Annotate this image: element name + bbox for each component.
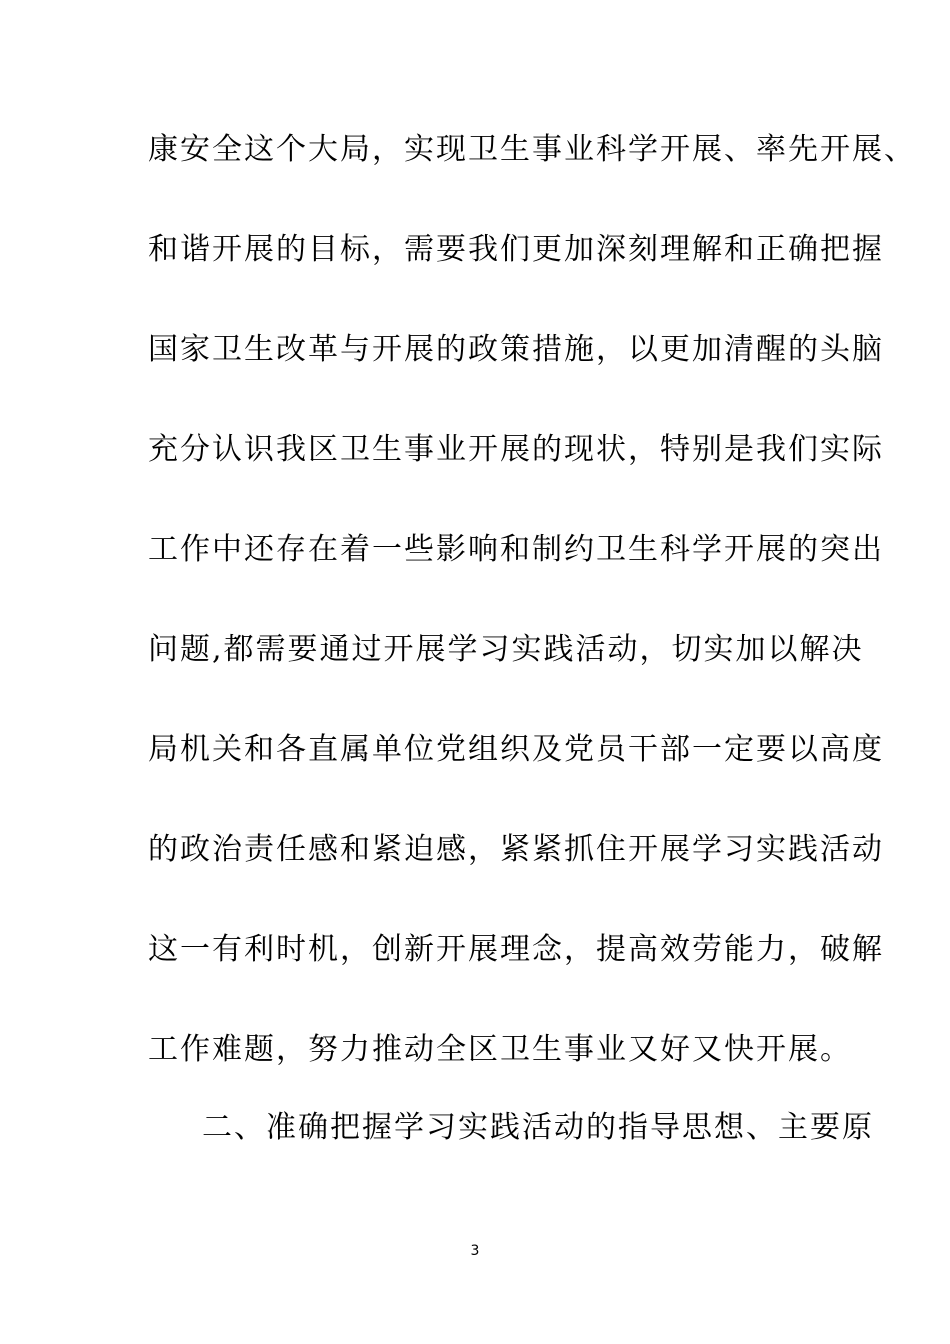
body-line-5: 工作中还存在着一些影响和制约卫生科学开展的突出 [148, 532, 884, 567]
body-line-4: 充分认识我区卫生事业开展的现状，特别是我们实际 [148, 432, 884, 467]
body-line-7: 局机关和各直属单位党组织及党员干部一定要以高度 [148, 732, 884, 767]
body-line-10: 工作难题，努力推动全区卫生事业又好又快开展。 [148, 1032, 852, 1067]
body-line-3: 国家卫生改革与开展的政策措施，以更加清醒的头脑 [148, 332, 884, 367]
section-heading-line: 二、准确把握学习实践活动的指导思想、主要原 [202, 1110, 874, 1145]
body-line-8: 的政治责任感和紧迫感，紧紧抓住开展学习实践活动 [148, 832, 884, 867]
body-line-6: 问题,都需要通过开展学习实践活动，切实加以解决 [148, 632, 864, 667]
body-line-1: 康安全这个大局，实现卫生事业科学开展、率先开展、 [148, 132, 916, 167]
body-line-9: 这一有利时机，创新开展理念，提高效劳能力，破解 [148, 932, 884, 967]
body-line-2: 和谐开展的目标，需要我们更加深刻理解和正确把握 [148, 232, 884, 267]
page-number: 3 [470, 1243, 480, 1259]
